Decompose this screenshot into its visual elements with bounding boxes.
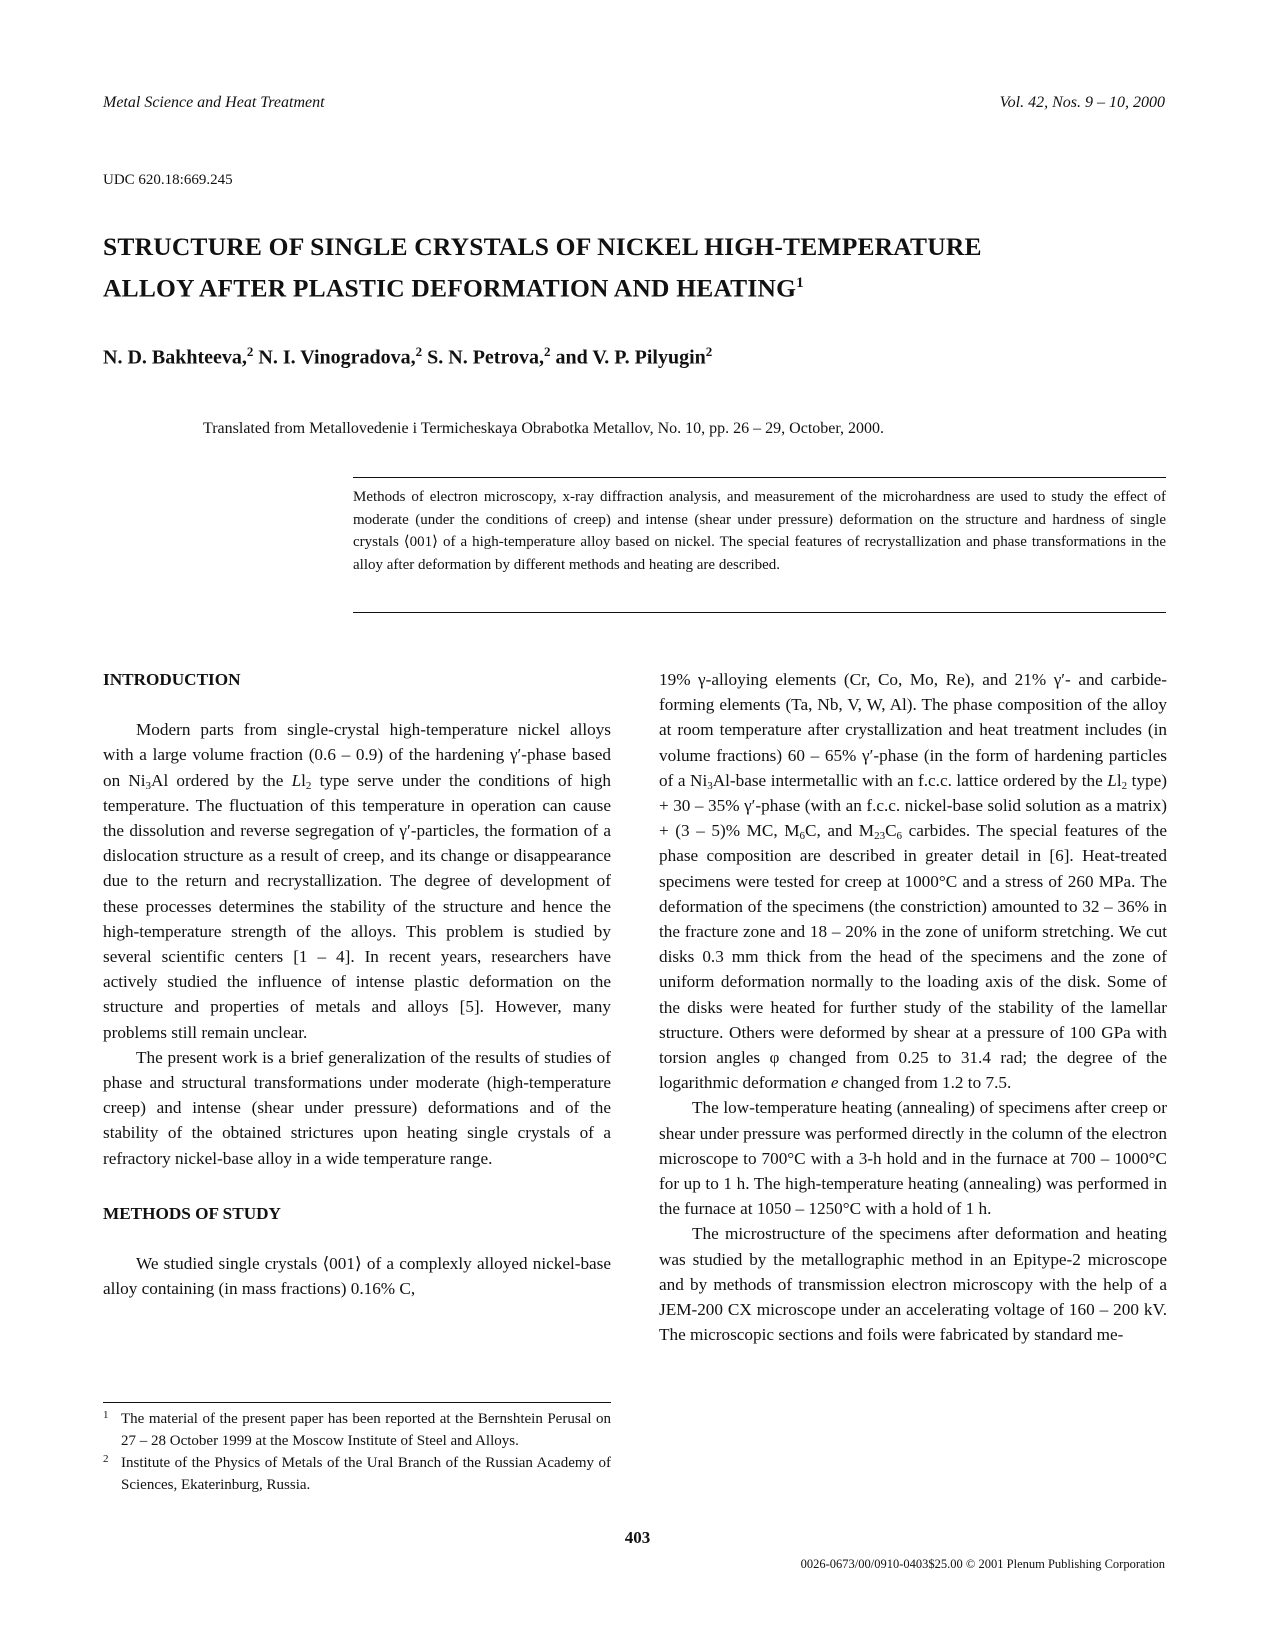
intro-paragraph-2: The present work is a brief generalization of the results of studies of phase and structural transformations under moderate (high-temperature creep) and intense (shear under pressure) deformations and of the stability of the obtained strictures upon heating single crystals of a refractory nickel-base alloy in a wide temperature range. [103, 1047, 611, 1168]
page-number: 403 [624, 1528, 651, 1547]
left-column [103, 667, 611, 1301]
affiliation-mark: 2 [415, 344, 423, 359]
journal-name: Metal Science and Heat Treatment [103, 94, 325, 111]
abstract: Methods of electron microscopy, x-ray diffraction analysis, and measurement of the microhardness are used to study the effect of moderate (under the conditions of creep) and intense (shear under pressure) deformation on the structure and hardness of single crystals ⟨001⟩ of a high-temperature alloy based on nickel. The special features of recrystallization and phase transformations in the alloy after deformation by different methods and heating are described. [353, 489, 1166, 574]
section-heading-methods: METHODS OF STUDY [103, 1203, 281, 1223]
author-name: N. I. Vinogradova, [258, 346, 416, 369]
author-name: N. D. Bakhteeva, [103, 346, 247, 369]
copyright-line: 0026-0673/00/0910-0403$25.00 © 2001 Plenum Publishing Corporation [800, 1557, 1165, 1571]
footnote-mark: 1 [103, 1409, 109, 1421]
intro-paragraph-1: Modern parts from single-crystal high-temperature nickel alloys with a large volume fraction (0.6 – 0.9) of the hardening γ′-phase based on $Ni_3Al$ ordered by the $Ll_2$ type serve under the conditions of high temperature. The fluctuation of this temperature in operation can cause the dissolution and reverse segregation of γ′-particles, the formation of a dislocation structure as a result of creep, and its change or disappearance due to the return and recrystallization. The degree of development of these processes determines the stability of the structure and hence the high-temperature strength of the alloys. This problem is studied by several scientific centers [1 – 4]. In recent years, researchers have actively studied the influence of intense plastic deformation on the structure and properties of metals and alloys [5]. However, many problems still remain unclear. [103, 720, 612, 1042]
title-line-2: ALLOY AFTER PLASTIC DEFORMATION AND HEATING [103, 273, 797, 303]
methods-paragraph-1: We studied single crystals ⟨001⟩ of a complexly alloyed nickel-base alloy containing (in mass fractions) 0.16% C, [103, 1254, 611, 1299]
footnote-text: The material of the present paper has been reported at the Bernshtein Perusal on 27 – 28 October 1999 at the Moscow Institute of Steel and Alloys. [121, 1411, 611, 1449]
footnote-text: Institute of the Physics of Metals of the Ural Branch of the Russian Academy of Sciences, Ekaterinburg, Russia. [121, 1455, 611, 1493]
footnote-rule [103, 1402, 611, 1403]
abstract-rule-bottom [353, 612, 1166, 613]
abstract-rule-top [353, 477, 1166, 478]
right-column [659, 667, 1167, 1347]
footnotes [103, 1408, 611, 1496]
methods-paragraph-3: The microstructure of the specimens after deformation and heating was studied by the metallographic method in an Epitype-2 microscope and by methods of transmission electron microscopy with the help of a JEM-200 CX microscope under an accelerating voltage of 160 – 200 kV. The microscopic sections and foils were fabricated by standard me- [659, 1224, 1167, 1345]
footnote-mark: 2 [103, 1453, 109, 1465]
methods-paragraph-2: The low-temperature heating (annealing) of specimens after creep or shear under pressure was performed directly in the column of the electron microscope to 700°C with a 3-h hold and in the furnace at 700 – 1000°C for up to 1 h. The high-temperature heating (annealing) was performed in the furnace at 1050 – 1250°C with a hold of 1 h. [659, 1098, 1167, 1219]
author-name: and V. P. Pilyugin [555, 346, 706, 369]
translation-note: Translated from Metallovedenie i Termicheskaya Obrabotka Metallov, No. 10, pp. 26 – 29, October, 2000. [203, 420, 885, 437]
paper-title [103, 228, 1173, 307]
affiliation-mark: 2 [543, 344, 551, 359]
volume-info: Vol. 42, Nos. 9 – 10, 2000 [999, 94, 1165, 111]
affiliation-mark: 2 [246, 344, 254, 359]
section-heading-introduction: INTRODUCTION [103, 670, 241, 689]
author-name: S. N. Petrova, [427, 346, 544, 369]
udc-code: UDC 620.18:669.245 [103, 172, 233, 188]
title-footnote-mark: 1 [796, 275, 804, 291]
author-list [103, 344, 712, 370]
footnote [103, 1452, 611, 1496]
footnote [103, 1408, 611, 1452]
affiliation-mark: 2 [705, 344, 713, 359]
methods-paragraph-continued: 19% γ-alloying elements (Cr, Co, Mo, Re), and 21% γ′- and carbide-forming elements (Ta, Nb, V, W, Al). The phase composition of the alloy at room temperature after crystallization and heat treatment includes (in volume fractions) 60 – 65% γ′-phase (in the form of hardening particles of a $Ni_3Al$-base intermetallic with an f.c.c. lattice ordered by the $Ll_2$ type) + 30 – 35% γ′-phase (with an f.c.c. nickel-base solid solution as a matrix) + (3 – 5)% MC, $M_6C$, and $M_{23}C_6$ carbides. The special features of the phase composition are described in greater detail in [6]. Heat-treated specimens were tested for creep at 1000°C and a stress of 260 MPa. The deformation of the specimens (the constriction) amounted to 32 – 36% in the fracture zone and 18 – 20% in the zone of uniform stretching. We cut disks 0.3 mm thick from the head of the specimens and the zone of uniform deformation normally to the loading axis of the disk. Some of the disks were heated for further study of the stability of the lamellar structure. Others were deformed by shear at a pressure of 100 GPa with torsion angles φ changed from 0.25 to 31.4 rad; the degree of the logarithmic deformation e changed from 1.2 to 7.5. [659, 670, 1167, 1093]
title-line-1: STRUCTURE OF SINGLE CRYSTALS OF NICKEL HIGH-TEMPERATURE [103, 232, 982, 261]
